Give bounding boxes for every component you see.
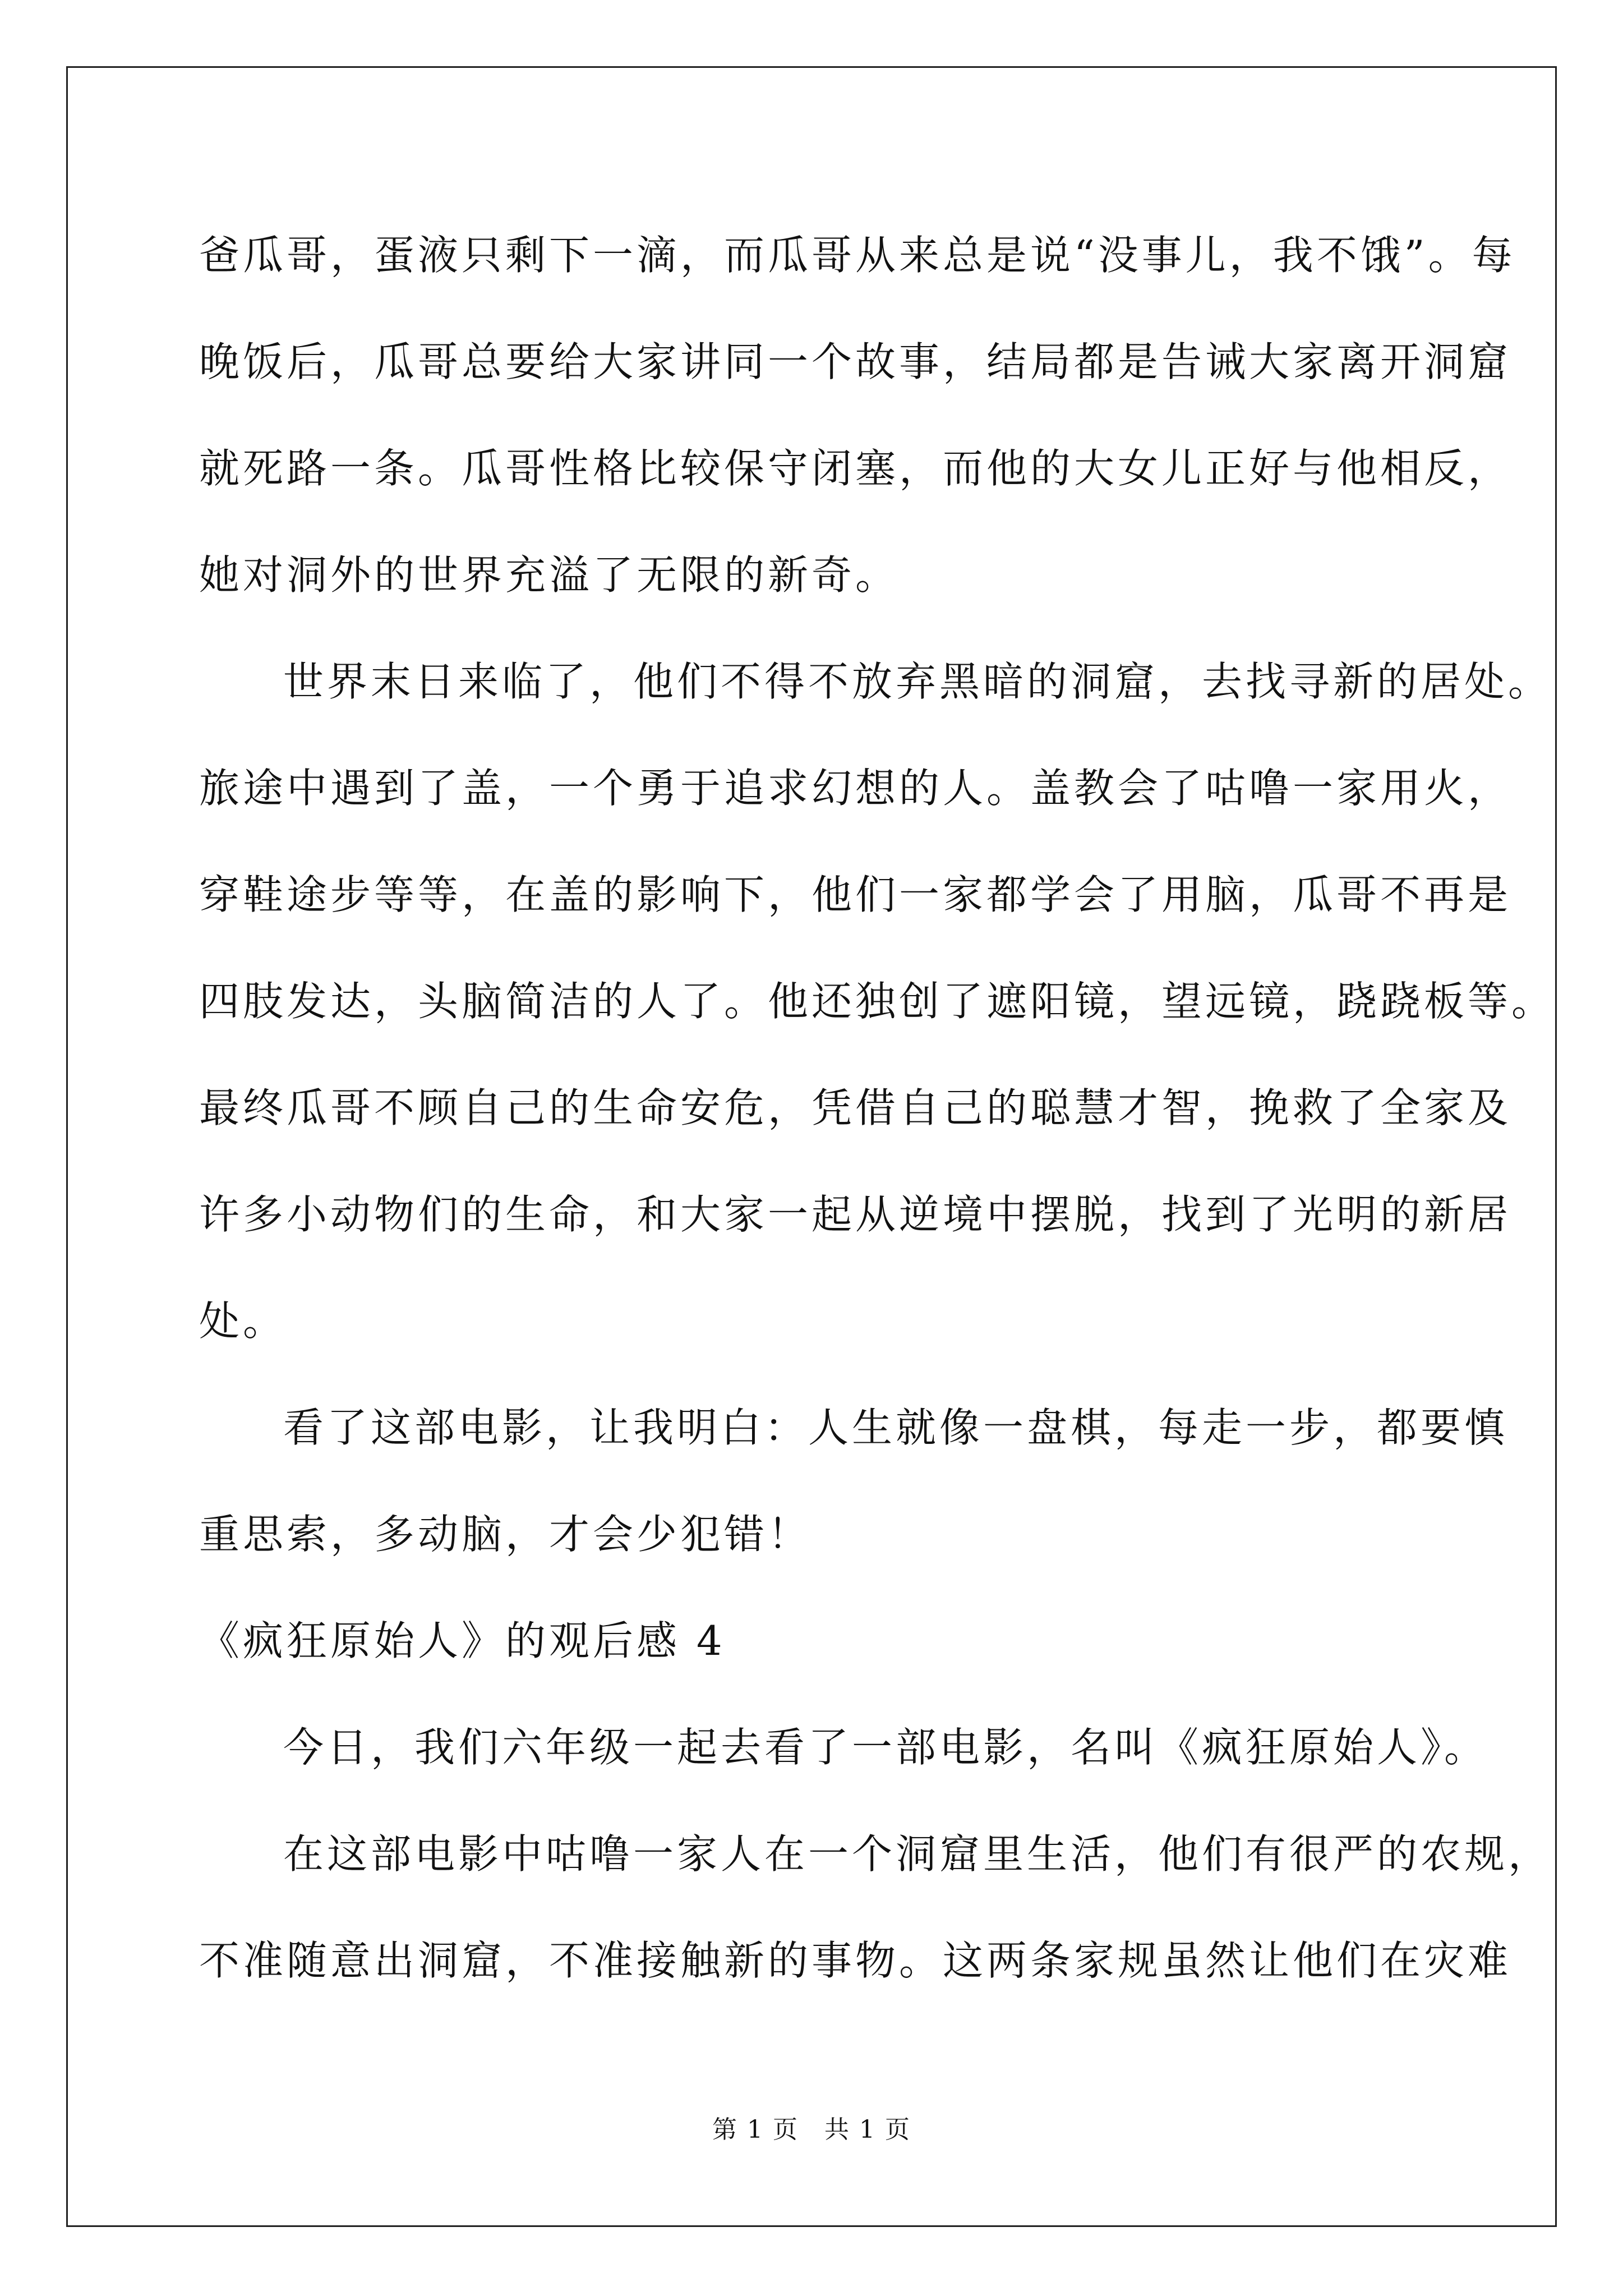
text-line: 晚饭后，瓜哥总要给大家讲同一个故事，结局都是告诫大家离开洞窟 <box>199 338 1512 385</box>
text-line: 旅途中遇到了盖，一个勇于追求幻想的人。盖教会了咕噜一家用火， <box>199 765 1512 812</box>
paragraph-start: 今日，我们六年级一起去看了一部电影，名叫《疯狂原始人》。 <box>283 1724 1488 1771</box>
text-line: 四肢发达，头脑简洁的人了。他还独创了遮阳镜，望远镜，跷跷板等。 <box>199 978 1556 1025</box>
paragraph-start: 看了这部电影，让我明白：人生就像一盘棋，每走一步，都要慎 <box>283 1404 1509 1451</box>
text-line: 重思索，多动脑，才会少犯错！ <box>199 1511 812 1558</box>
text-line: 爸瓜哥，蛋液只剩下一滴，而瓜哥从来总是说“没事儿，我不饿”。每 <box>199 232 1516 279</box>
text-line: 她对洞外的世界充溢了无限的新奇。 <box>199 551 900 599</box>
text-line: 就死路一条。瓜哥性格比较保守闭塞，而他的大女儿正好与他相反， <box>199 445 1512 492</box>
paragraph-start: 在这部电影中咕噜一家人在一个洞窟里生活，他们有很严的农规， <box>283 1830 1552 1878</box>
text-line: 不准随意出洞窟，不准接触新的事物。这两条家规虽然让他们在灾难 <box>199 1937 1512 1984</box>
text-line: 处。 <box>199 1297 287 1345</box>
page-footer: 第 1 页 共 1 页 <box>712 2115 911 2144</box>
document-body <box>199 202 1556 2014</box>
text-line: 许多小动物们的生命，和大家一起从逆境中摆脱，找到了光明的新居 <box>199 1191 1512 1238</box>
paragraph-start: 世界末日来临了，他们不得不放弃黑暗的洞窟，去找寻新的居处。 <box>283 658 1552 705</box>
text-line: 穿鞋途步等等，在盖的影响下，他们一家都学会了用脑，瓜哥不再是 <box>199 871 1512 918</box>
section-heading: 《疯狂原始人》的观后感 4 <box>199 1617 726 1664</box>
text-line: 最终瓜哥不顾自己的生命安危，凭借自己的聪慧才智，挽救了全家及 <box>199 1084 1512 1131</box>
